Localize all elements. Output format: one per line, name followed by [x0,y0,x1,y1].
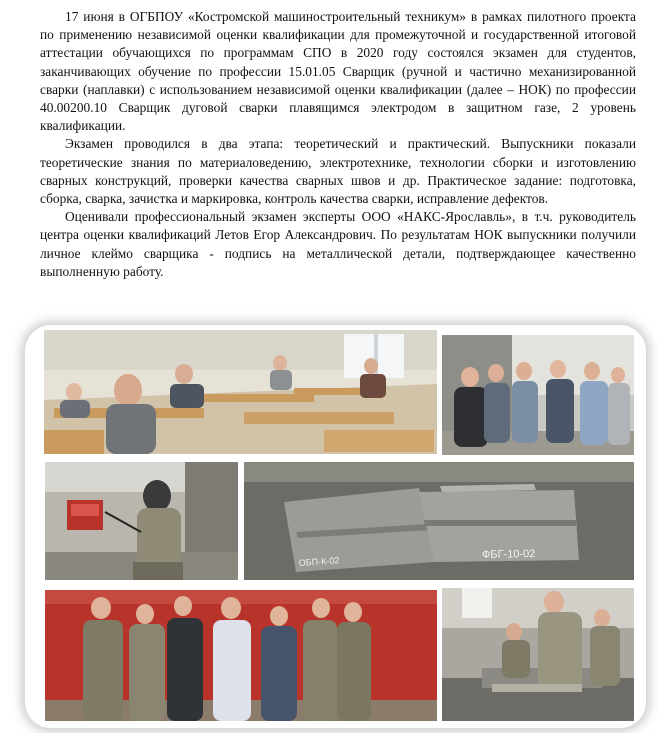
plate-label-2: ФБГ-10-02 [481,548,536,561]
article-text [40,8,636,281]
paragraph-1: 17 июня в ОГБПОУ «Костромской машиностроительный техникум» в рамках пилотного проекта по применению независимой оценки квалификации для промежуточной и государственной итоговой аттестации обучающихся по программам СПО в 2020 году состоялся экзамен для студентов, заканчивающих обучение по профессии 15.01.05 Сварщик (ручной и частично механизированной сварки (наплавки) с использованием независимой оценки квалификации (далее – НОК) по профессии 40.00200.10 Сварщик дуговой сварки плавящимся электродом в защитном газе, 2 уровень квалификации. [40,9,636,134]
paragraph-2: Экзамен проводился в два этапа: теоретический и практический. Выпускники показали теоретические знания по материаловедению, электротехнике, технологии сборки и изготовлению сварных конструкций, проверки качества сварных швов и др. Практическое задание: подготовка, сборка, сварка, зачистка и маркировка, контроль качества сварки, исправление дефектов. [40,136,636,207]
photo-welded-plates [244,462,634,580]
photo-group-expert [442,335,634,455]
photo-graduates-group [45,590,437,721]
photo-welder-booth [45,462,238,580]
photo-classroom-exam [44,330,437,454]
paragraph-3: Оценивали профессиональный экзамен эксперты ООО «НАКС-Ярославль», в т.ч. руководитель центра оценки квалификаций Летов Егор Александрович. По результатам НОК выпускники получили личное клеймо сварщика - подпись на металлической детали, подтверждающее качественно выполненную работу. [40,209,636,279]
photo-workshop-inspection [442,588,634,721]
plate-label-1: ОБП-К-02 [298,555,340,568]
